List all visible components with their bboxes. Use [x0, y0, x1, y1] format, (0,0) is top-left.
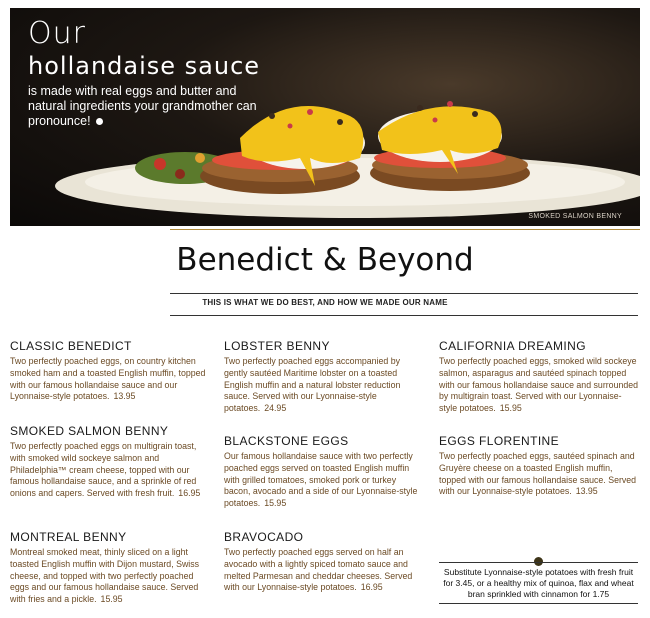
menu-item-description: [224, 451, 424, 510]
description-text: Montreal smoked meat, thinly sliced on a light toasted English muffin with Dijon mustard, Swiss cheese, and topped with two perfectly poached eggs and our famous hollandaise sauce. Served with fries and a pickle.: [10, 547, 200, 605]
menu-item-name: BRAVOCADO: [224, 530, 304, 544]
tagline-bottom-rule: [170, 315, 638, 316]
substitute-note: Substitute Lyonnaise-style potatoes with fresh fruit for 3.45, or a healthy mix of quinoa, flax and wheat bran sprinkled with cinnamon for 1.75: [439, 562, 638, 604]
description-text: Two perfectly poached eggs, on country kitchen smoked ham and a toasted English muffin, topped with our famous hollandaise sauce and our Lyonnaise-style potatoes.: [10, 356, 206, 402]
description-text: Two perfectly poached eggs, smoked wild sockeye salmon, asparagus and sautéed spinach topped with our famous hollandaise sauce and surrounded by multigrain toast. Served with our Lyonnaise-style potatoes.: [439, 356, 639, 414]
menu-item: [224, 434, 424, 510]
menu-item-name: EGGS FLORENTINE: [439, 434, 560, 448]
menu-item-description: [224, 547, 424, 594]
menu-item: [10, 530, 210, 606]
menu-item-name: MONTREAL BENNY: [10, 530, 127, 544]
menu-item-price: 16.95: [360, 582, 383, 593]
hero-subtitle-text: is made with real eggs and butter and natural ingredients your grandmother can pronounce!: [28, 84, 257, 128]
hero-subtitle: [28, 84, 278, 129]
menu-item: [439, 339, 639, 415]
menu-item-price: 13.95: [575, 486, 598, 497]
menu-item-description: [10, 441, 210, 500]
menu-item-price: 15.95: [499, 403, 522, 414]
menu-item-description: [439, 356, 639, 415]
tagline-top-rule: [170, 293, 638, 294]
menu-item: [10, 339, 210, 403]
menu-item-description: [439, 451, 639, 498]
menu-item-price: 13.95: [113, 391, 136, 402]
menu-item: [439, 434, 639, 498]
bullet-dot-icon: [96, 118, 103, 125]
menu-item-name: LOBSTER BENNY: [224, 339, 330, 353]
menu-item-name: CLASSIC BENEDICT: [10, 339, 132, 353]
description-text: Our famous hollandaise sauce with two perfectly poached eggs served on toasted English muffin with grilled tomatoes, smoked pork or turkey bacon, avocado and a side of our Lyonnaise-style potatoes.: [224, 451, 418, 509]
description-text: Two perfectly poached eggs accompanied by gently sautéed Maritime lobster on a toasted English muffin and a natural lobster reduction sauce. Served with our Lyonnaise-style potatoes.: [224, 356, 401, 414]
menu-item-description: [10, 356, 210, 403]
menu-item: [224, 339, 424, 415]
description-text: Two perfectly poached eggs, sautéed spinach and Gruyère cheese on a toasted English muffin, topped with our famous hollandaise sauce. Served with our Lyonnaise-style potatoes.: [439, 451, 637, 497]
menu-item-description: [224, 356, 424, 415]
menu-item-description: [10, 547, 210, 606]
description-text: Two perfectly poached eggs on multigrain toast, with smoked wild sockeye salmon and Philadelphia™ cream cheese, topped with our famous hollandaise sauce, and a sprinkle of red onions and capers. Served with fresh fruit.: [10, 441, 197, 499]
photo-caption: SMOKED SALMON BENNY: [528, 213, 622, 220]
gold-divider: [170, 229, 640, 230]
menu-item-price: 15.95: [264, 498, 287, 509]
hero-title-line1: Our: [28, 16, 86, 51]
menu-item: [10, 424, 210, 500]
menu-item: [224, 530, 424, 594]
menu-item-name: SMOKED SALMON BENNY: [10, 424, 169, 438]
hero-photo: [10, 8, 640, 226]
menu-item-name: CALIFORNIA DREAMING: [439, 339, 586, 353]
menu-item-price: 15.95: [100, 594, 123, 605]
hero-title-line2: hollandaise sauce: [28, 52, 261, 80]
tagline: THIS IS WHAT WE DO BEST, AND HOW WE MADE OUR NAME: [202, 298, 448, 307]
menu-item-name: BLACKSTONE EGGS: [224, 434, 349, 448]
menu-item-price: 16.95: [178, 488, 201, 499]
description-text: Two perfectly poached eggs served on half an avocado with a lightly spiced tomato sauce and melted Parmesan and cheddar cheeses. Served with our Lyonnaise-style potatoes.: [224, 547, 413, 593]
page-title: Benedict & Beyond: [176, 242, 474, 278]
menu-item-price: 24.95: [264, 403, 287, 414]
